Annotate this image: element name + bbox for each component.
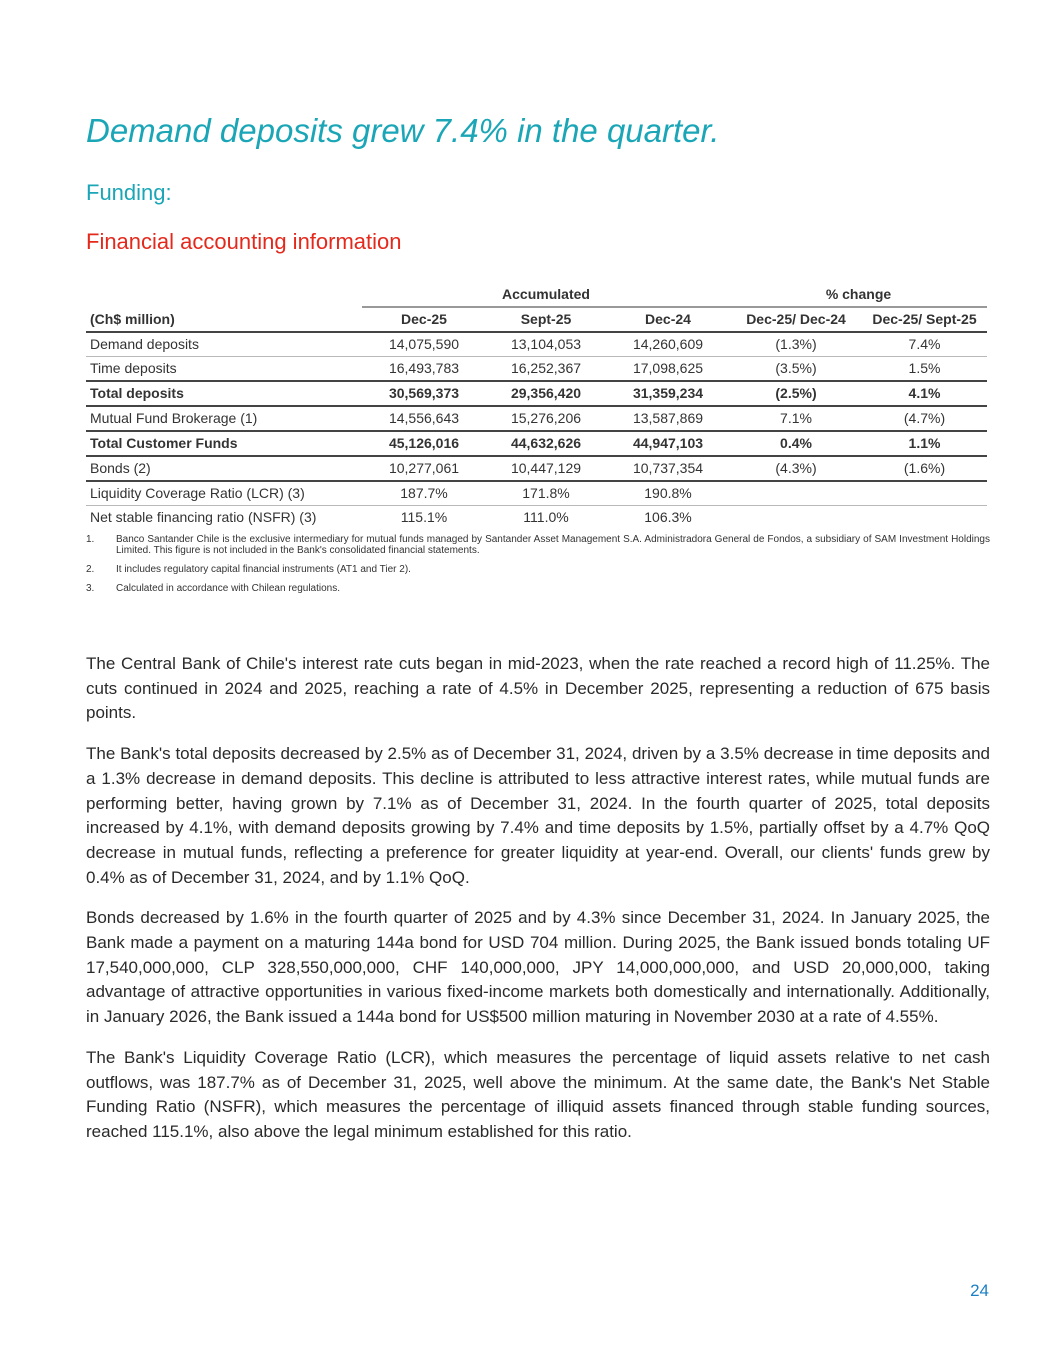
- subsection-title: Financial accounting information: [86, 229, 402, 254]
- column-header: Dec-25/ Sept-25: [862, 307, 987, 332]
- footnote: [86, 564, 990, 575]
- column-header: Dec-25: [362, 307, 486, 332]
- row-label: Net stable financing ratio (NSFR) (3): [90, 509, 317, 525]
- cell: 13,104,053: [486, 332, 606, 357]
- cell: [730, 481, 862, 506]
- cell: 115.1%: [400, 509, 448, 525]
- cell: 0.4%: [730, 431, 862, 456]
- cell: 17,098,625: [606, 357, 730, 382]
- cell: 16,252,367: [486, 357, 606, 382]
- row-label: Mutual Fund Brokerage (1): [86, 406, 362, 431]
- cell: (4.3%): [730, 456, 862, 481]
- row-label: Time deposits: [86, 357, 362, 382]
- row-label: Bonds (2): [86, 456, 362, 481]
- paragraph: The Bank's total deposits decreased by 2.5% as of December 31, 2024, driven by a 3.5% decrease in time deposits and a 1.3% decrease in demand deposits. This decline is attributed to less attractive interest rates, while mutual funds are performing better, having grown by 7.1% as of December 31, 2024. In the fourth quarter of 2025, total deposits increased by 4.1%, with demand deposits growing by 7.4% and time deposits by 1.5%, partially offset by a 4.7% QoQ decrease in mutual funds, reflecting a preference for greater liquidity at year-end. Overall, our clients' funds grew by 0.4% as of December 31, 2024, and by 1.1% QoQ.: [86, 744, 990, 887]
- cell: 13,587,869: [606, 406, 730, 431]
- column-header: Dec-25/ Dec-24: [730, 307, 862, 332]
- cell: 171.8%: [486, 481, 606, 506]
- body-text: [86, 652, 990, 1161]
- row-label: Total Customer Funds: [86, 431, 362, 456]
- row-label: Total deposits: [86, 381, 362, 406]
- cell: 15,276,206: [486, 406, 606, 431]
- cell: [862, 506, 987, 530]
- footnote: [86, 534, 990, 556]
- cell: 16,493,783: [362, 357, 486, 382]
- cell: (4.7%): [862, 406, 987, 431]
- cell: 14,260,609: [606, 332, 730, 357]
- cell: 10,737,354: [606, 456, 730, 481]
- cell: 187.7%: [362, 481, 486, 506]
- cell: 29,356,420: [486, 381, 606, 406]
- table-row: [86, 456, 987, 481]
- section-title: Funding:: [86, 180, 172, 205]
- cell: 14,556,643: [362, 406, 486, 431]
- footnote-text: It includes regulatory capital financial instruments (AT1 and Tier 2).: [116, 564, 411, 575]
- column-header-row: [86, 307, 987, 332]
- cell: 190.8%: [606, 481, 730, 506]
- cell: (1.6%): [862, 456, 987, 481]
- cell: 44,947,103: [606, 431, 730, 456]
- footnote-text: Calculated in accordance with Chilean regulations.: [116, 583, 341, 594]
- row-label: Liquidity Coverage Ratio (LCR) (3): [86, 481, 362, 506]
- paragraph: The Bank's Liquidity Coverage Ratio (LCR), which measures the percentage of liquid assets relative to net cash outflows, was 187.7% as of December 31, 2025, well above the minimum. At the same date, the Bank's Net Stable Funding Ratio (NSFR), which measures the percentage of illiquid assets financed through stable funding sources, reached 115.1%, also above the legal minimum established for this ratio.: [86, 1047, 990, 1141]
- group-header-accumulated: Accumulated: [362, 283, 730, 307]
- funding-table: [86, 283, 987, 529]
- footnotes: [86, 534, 990, 602]
- page-number: 24: [970, 1281, 989, 1300]
- column-header: (Ch$ million): [86, 307, 362, 332]
- cell: 1.1%: [862, 431, 987, 456]
- table-row: [86, 481, 987, 506]
- cell: 106.3%: [644, 509, 692, 525]
- cell: (2.5%): [730, 381, 862, 406]
- cell: 10,277,061: [362, 456, 486, 481]
- cell: 10,447,129: [486, 456, 606, 481]
- paragraph: Bonds decreased by 1.6% in the fourth quarter of 2025 and by 4.3% since December 31, 2024. In January 2025, the Bank made a payment on a maturing 144a bond for USD 704 million. During 2025, the Bank issued bonds totaling UF 17,540,000,000, CLP 328,550,000,000, CHF 140,000,000, JPY 14,000,000,000, and USD 20,000,000, taking advantage of attractive opportunities in various fixed-income markets both domestically and internationally. Additionally, in January 2026, the Bank issued a 144a bond for US$500 million maturing in November 2030 at a rate of 4.55%.: [86, 908, 990, 1027]
- cell: 31,359,234: [606, 381, 730, 406]
- table-row-total: [86, 431, 987, 456]
- cell: (3.5%): [730, 357, 862, 382]
- footnote-number: 1.: [86, 534, 95, 545]
- cell: 7.1%: [730, 406, 862, 431]
- cell: 44,632,626: [486, 431, 606, 456]
- table-row: [86, 357, 987, 382]
- cell: 7.4%: [862, 332, 987, 357]
- cell: 30,569,373: [362, 381, 486, 406]
- cell: (1.3%): [730, 332, 862, 357]
- footnote-number: 3.: [86, 583, 95, 594]
- table-row: [86, 506, 987, 530]
- table-row-total: [86, 381, 987, 406]
- table-row: [86, 332, 987, 357]
- row-label: Demand deposits: [86, 332, 362, 357]
- cell: [730, 506, 862, 530]
- column-header: Sept-25: [486, 307, 606, 332]
- column-header: Dec-24: [606, 307, 730, 332]
- cell: 45,126,016: [362, 431, 486, 456]
- cell: 111.0%: [523, 509, 569, 525]
- group-header-pct-change: % change: [730, 283, 987, 307]
- cell: 14,075,590: [362, 332, 486, 357]
- footnote-number: 2.: [86, 564, 95, 575]
- headline: Demand deposits grew 7.4% in the quarter.: [86, 112, 720, 149]
- cell: 4.1%: [862, 381, 987, 406]
- cell: 1.5%: [862, 357, 987, 382]
- table-row: [86, 406, 987, 431]
- footnote: [86, 583, 990, 594]
- footnote-text: Banco Santander Chile is the exclusive intermediary for mutual funds managed by Santander Asset Management S.A. Administradora General de Fondos, a subsidiary of SAM Investment Holdings Limited. This figure is not included in the Bank's consolidated financial statements.: [116, 534, 990, 556]
- cell: [862, 481, 987, 506]
- paragraph: The Central Bank of Chile's interest rate cuts began in mid-2023, when the rate reached a record high of 11.25%. The cuts continued in 2024 and 2025, reaching a rate of 4.5% in December 2025, representing a reduction of 675 basis points.: [86, 654, 990, 723]
